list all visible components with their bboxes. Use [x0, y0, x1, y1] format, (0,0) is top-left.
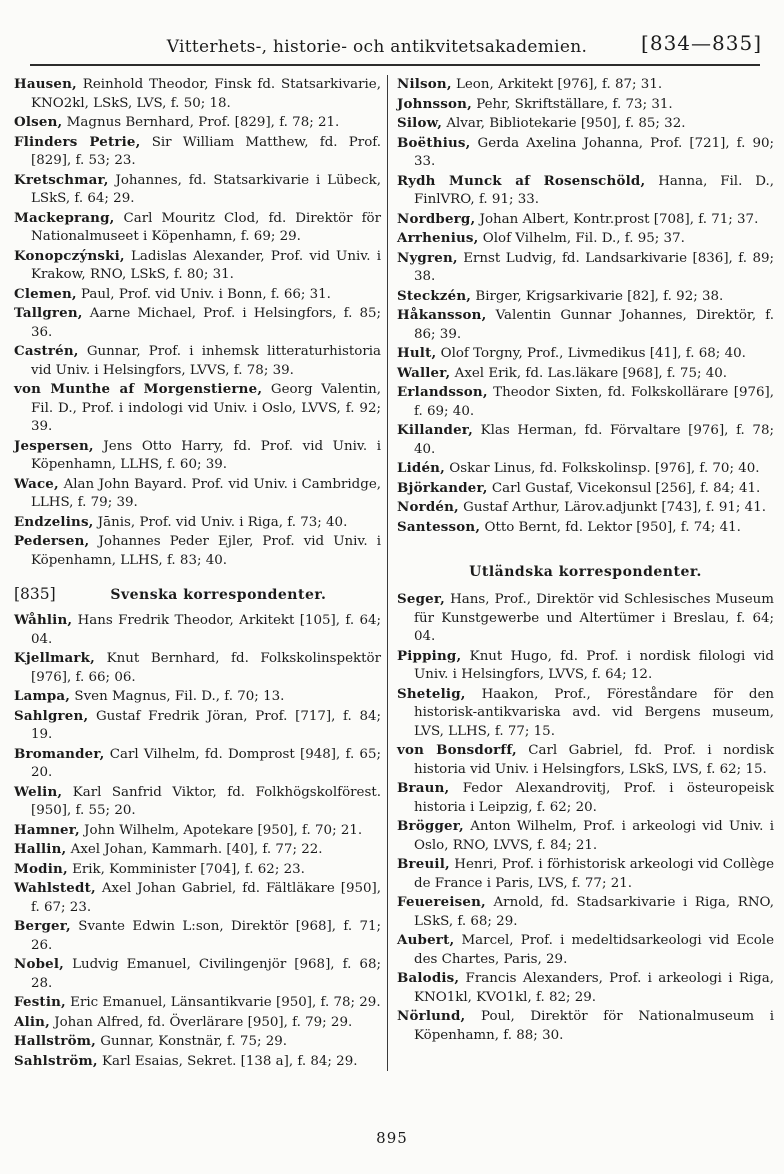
- directory-entry: [14, 993, 381, 1013]
- entry-details: Poul, Direktör för Nationalmuseum i Köpenhamn, f. 88; 30.: [414, 1009, 774, 1043]
- entry-details: Carl Gabriel, fd. Prof. i nordisk historia vid Univ. i Helsingfors, LSkS, LVS, f. 62; 15.: [414, 743, 774, 777]
- entry-details: Hans Fredrik Theodor, Arkitekt [105], f. 64; 04.: [31, 613, 381, 647]
- entry-surname: Rydh Munck af Rosenschöld,: [397, 172, 646, 189]
- entry-surname: Wåhlin,: [14, 612, 73, 628]
- directory-entry: [14, 649, 381, 687]
- entry-surname: Björkander,: [397, 479, 488, 496]
- directory-entry: [14, 75, 381, 113]
- entry-details: Ludvig Emanuel, Civilingenjör [968], f. 68; 28.: [31, 957, 381, 991]
- entry-details: Marcel, Prof. i medeltidsarkeologi vid Ecole des Chartes, Paris, 29.: [414, 933, 774, 967]
- entry-surname: Alin,: [14, 1013, 50, 1030]
- entry-details: Valentin Gunnar Johannes, Direktör, f. 86; 39.: [414, 308, 774, 342]
- running-title: Vitterhets-, historie- och antikvitetsakademien.: [166, 37, 588, 57]
- directory-entry: [14, 860, 381, 880]
- two-column-body: [14, 75, 774, 1071]
- right-column: [387, 75, 774, 1071]
- entry-surname: Waller,: [397, 364, 451, 381]
- directory-entry: [397, 364, 774, 384]
- entry-surname: Olsen,: [14, 114, 63, 130]
- entry-details: Johan Alfred, fd. Överlärare [950], f. 79; 29.: [49, 1014, 353, 1030]
- entry-surname: Arrhenius,: [397, 230, 479, 246]
- entry-surname: Santesson,: [397, 518, 481, 535]
- entry-surname: Silow,: [397, 115, 443, 131]
- entry-surname: Nilson,: [397, 76, 452, 92]
- entry-surname: Festin,: [14, 994, 66, 1010]
- entry-surname: Boëthius,: [397, 134, 471, 151]
- directory-entry: [14, 209, 381, 247]
- entry-surname: Hallström,: [14, 1033, 97, 1049]
- entry-details: Otto Bernt, fd. Lektor [950], f. 74; 41.: [480, 519, 741, 535]
- entry-surname: Lampa,: [14, 688, 71, 704]
- entry-surname: Aubert,: [397, 932, 455, 948]
- entry-details: Jānis, Prof. vid Univ. i Riga, f. 73; 40.: [93, 514, 348, 530]
- entry-surname: Nordén,: [397, 499, 459, 515]
- directory-entry: [397, 95, 774, 115]
- entry-details: Karl Esaias, Sekret. [138 a], f. 84; 29.: [97, 1053, 358, 1069]
- directory-entry: [397, 383, 774, 421]
- entry-details: Fedor Alexandrovitj, Prof. i östeuropeisk historia i Leipzig, f. 62; 20.: [414, 781, 774, 815]
- entry-surname: Feuereisen,: [397, 894, 486, 910]
- section-title: Utländska korrespondenter.: [469, 564, 702, 580]
- directory-entry: [14, 532, 381, 570]
- entry-details: Henri, Prof. i förhistorisk arkeologi vid Collège de France i Paris, LVS, f. 77; 21.: [414, 857, 774, 891]
- entry-details: Alvar, Bibliotekarie [950], f. 85; 32.: [442, 116, 686, 131]
- entry-details: Anton Wilhelm, Prof. i arkeologi vid Univ. i Oslo, RNO, LVVS, f. 84; 21.: [414, 819, 774, 853]
- directory-entry: [14, 821, 381, 841]
- entry-details: Gustaf Fredrik Jöran, Prof. [717], f. 84; 19.: [31, 708, 381, 742]
- entry-details: Svante Edwin L:son, Direktör [968], f. 71; 26.: [31, 919, 381, 953]
- section-title: Svenska korrespondenter.: [110, 587, 327, 603]
- entry-surname: Sahlgren,: [14, 707, 89, 724]
- directory-entry: [397, 287, 774, 307]
- header-rule: [30, 64, 760, 66]
- directory-entry: [397, 817, 774, 855]
- entry-surname: Johnsson,: [397, 95, 472, 112]
- directory-entry: [397, 172, 774, 210]
- entry-details: Ladislas Alexander, Prof. vid Univ. i Krakow, RNO, LSkS, f. 80; 31.: [31, 248, 381, 282]
- directory-entry: [14, 342, 381, 380]
- entry-details: Gerda Axelina Johanna, Prof. [721], f. 90; 33.: [414, 135, 774, 169]
- entry-surname: Brögger,: [397, 818, 464, 834]
- entry-details: Carl Mouritz Clod, fd. Direktör för Nationalmuseet i Köpenhamn, f. 69; 29.: [31, 210, 381, 244]
- page-number: 895: [376, 1129, 408, 1147]
- entry-details: Olof Torgny, Prof., Livmedikus [41], f. 68; 40.: [436, 346, 746, 361]
- entry-surname: Killander,: [397, 422, 473, 438]
- directory-entry: [14, 304, 381, 342]
- entry-details: Oskar Linus, fd. Folkskolinsp. [976], f. 70; 40.: [444, 461, 760, 476]
- directory-entry: [14, 171, 381, 209]
- entry-surname: Modin,: [14, 860, 68, 877]
- entry-details: Alan John Bayard. Prof. vid Univ. i Cambridge, LLHS, f. 79; 39.: [31, 476, 381, 510]
- entry-surname: Castrén,: [14, 343, 79, 359]
- directory-entry: [14, 1013, 381, 1033]
- directory-entry: [397, 479, 774, 499]
- entry-surname: Flinders Petrie,: [14, 133, 141, 150]
- entry-details: Klas Herman, fd. Förvaltare [976], f. 78; 40.: [414, 423, 774, 457]
- entry-details: Hans, Prof., Direktör vid Schlesisches Museum für Kunstgewerbe und Altertümer i Breslau, f. 64; 04.: [414, 592, 774, 644]
- directory-entry: [397, 590, 774, 647]
- entry-surname: von Munthe af Morgenstierne,: [14, 381, 263, 397]
- directory-entry: [14, 840, 381, 860]
- directory-entry: [397, 134, 774, 172]
- page-header: [0, 0, 784, 57]
- entry-details: Axel Erik, fd. Las.läkare [968], f. 75; 40.: [450, 365, 728, 381]
- directory-entry: [397, 685, 774, 742]
- entry-details: Reinhold Theodor, Finsk fd. Statsarkivarie, KNO2kl, LSkS, LVS, f. 50; 18.: [31, 77, 381, 111]
- entry-details: Karl Sanfrid Viktor, fd. Folkhögskolförest. [950], f. 55; 20.: [31, 784, 381, 818]
- entry-surname: Nörlund,: [397, 1008, 466, 1024]
- entry-details: Haakon, Prof., Föreståndare för den historisk-antikvariska avd. vid Bergens museum, LVS, LLHS, f. 77; 15.: [414, 686, 774, 739]
- directory-entry: [14, 133, 381, 171]
- entry-surname: Hamner,: [14, 821, 80, 838]
- entry-surname: Braun,: [397, 780, 450, 796]
- directory-entry: [14, 955, 381, 993]
- entry-details: Gustaf Arthur, Lärov.adjunkt [743], f. 91; 41.: [458, 500, 766, 515]
- entry-details: Carl Vilhelm, fd. Domprost [948], f. 65; 20.: [31, 746, 381, 780]
- entry-surname: Breuil,: [397, 856, 450, 872]
- directory-entry: [14, 285, 381, 305]
- directory-entry: [397, 249, 774, 287]
- entry-details: Johan Albert, Kontr.prost [708], f. 71; 37.: [475, 211, 759, 227]
- directory-entry: [14, 380, 381, 437]
- directory-entry: [397, 969, 774, 1007]
- entry-details: Leon, Arkitekt [976], f. 87; 31.: [451, 77, 663, 92]
- entry-details: Erik, Komminister [704], f. 62; 23.: [67, 861, 305, 877]
- directory-entry: [397, 210, 774, 230]
- entry-surname: Balodis,: [397, 970, 460, 986]
- entry-surname: von Bonsdorff,: [397, 742, 517, 758]
- entry-details: Axel Johan Gabriel, fd. Fältläkare [950], f. 67; 23.: [31, 881, 381, 915]
- entry-details: Jens Otto Harry, fd. Prof. vid Univ. i Köpenhamn, LLHS, f. 60; 39.: [31, 438, 381, 472]
- page-range-marker: [834—835]: [641, 31, 762, 55]
- section-number: [835]: [14, 585, 56, 603]
- directory-entry: [397, 741, 774, 779]
- entry-surname: Kretschmar,: [14, 171, 109, 188]
- directory-entry: [397, 229, 774, 249]
- entry-surname: Mackeprang,: [14, 209, 115, 226]
- directory-entry: [14, 1052, 381, 1072]
- directory-entry: [397, 421, 774, 459]
- entry-details: Pehr, Skriftställare, f. 73; 31.: [471, 96, 673, 112]
- directory-entry: [14, 437, 381, 475]
- entry-surname: Hult,: [397, 345, 437, 361]
- entry-surname: Erlandsson,: [397, 384, 488, 400]
- entry-details: Sven Magnus, Fil. D., f. 70; 13.: [70, 689, 285, 704]
- directory-entry: [14, 1032, 381, 1052]
- entry-details: Carl Gustaf, Vicekonsul [256], f. 84; 41.: [487, 480, 761, 496]
- entry-surname: Shetelig,: [397, 685, 466, 702]
- directory-entry: [14, 513, 381, 533]
- entry-surname: Nordberg,: [397, 210, 476, 227]
- directory-entry: [14, 707, 381, 745]
- directory-entry: [397, 306, 774, 344]
- directory-entry: [397, 779, 774, 817]
- entry-surname: Nygren,: [397, 249, 458, 266]
- directory-entry: [397, 855, 774, 893]
- entry-surname: Welin,: [14, 783, 63, 800]
- entry-details: Eric Emanuel, Länsantikvarie [950], f. 78; 29.: [65, 995, 381, 1010]
- directory-entry: [397, 75, 774, 95]
- directory-entry: [14, 113, 381, 133]
- entry-details: John Wilhelm, Apotekare [950], f. 70; 21.: [79, 822, 363, 838]
- directory-entry: [397, 518, 774, 538]
- directory-entry: [14, 247, 381, 285]
- entry-surname: Konopczýnski,: [14, 247, 125, 264]
- entry-surname: Håkansson,: [397, 307, 487, 323]
- directory-entry: [14, 687, 381, 707]
- directory-entry: [14, 745, 381, 783]
- entry-details: Theodor Sixten, fd. Folkskollärare [976], f. 69; 40.: [414, 385, 774, 419]
- directory-entry: [397, 1007, 774, 1045]
- entry-details: Knut Hugo, fd. Prof. i nordisk filologi vid Univ. i Helsingfors, LVVS, f. 64; 12.: [414, 648, 774, 682]
- entry-details: Olof Vilhelm, Fil. D., f. 95; 37.: [478, 231, 685, 246]
- entry-surname: Berger,: [14, 918, 71, 934]
- left-column: [14, 75, 387, 1071]
- entry-details: Sir William Matthew, fd. Prof. [829], f. 53; 23.: [31, 134, 381, 168]
- entry-details: Birger, Krigsarkivarie [82], f. 92; 38.: [471, 288, 724, 304]
- entry-details: Gunnar, Prof. i inhemsk litteraturhistoria vid Univ. i Helsingfors, LVVS, f. 78; 39.: [31, 344, 381, 378]
- directory-entry: [397, 344, 774, 364]
- entry-surname: Endzelins,: [14, 513, 94, 530]
- entry-details: Paul, Prof. vid Univ. i Bonn, f. 66; 31.: [76, 286, 331, 302]
- directory-entry: [14, 879, 381, 917]
- entry-surname: Steckzén,: [397, 287, 472, 304]
- entry-details: Johannes, fd. Statsarkivarie i Lübeck, LSkS, f. 64; 29.: [31, 172, 381, 206]
- entry-details: Gunnar, Konstnär, f. 75; 29.: [96, 1034, 288, 1049]
- entry-details: Ernst Ludvig, fd. Landsarkivarie [836], f. 89; 38.: [414, 250, 774, 284]
- entry-details: Aarne Michael, Prof. i Helsingfors, f. 85; 36.: [31, 306, 381, 340]
- entry-details: Hanna, Fil. D., FinlVRO, f. 91; 33.: [414, 173, 774, 207]
- directory-entry: [397, 498, 774, 518]
- entry-surname: Bromander,: [14, 745, 105, 762]
- entry-surname: Sahlström,: [14, 1052, 98, 1069]
- entry-details: Georg Valentin, Fil. D., Prof. i indologi vid Univ. i Oslo, LVVS, f. 92; 39.: [31, 382, 382, 434]
- entry-surname: Kjellmark,: [14, 650, 96, 666]
- entry-surname: Wace,: [14, 475, 59, 492]
- entry-details: Arnold, fd. Stadsarkivarie i Riga, RNO, LSkS, f. 68; 29.: [414, 895, 774, 929]
- entry-surname: Lidén,: [397, 460, 445, 476]
- directory-entry: [14, 783, 381, 821]
- directory-entry: [397, 647, 774, 685]
- entry-surname: Tallgren,: [14, 305, 83, 321]
- section-heading: [397, 564, 774, 580]
- entry-details: Magnus Bernhard, Prof. [829], f. 78; 21.: [62, 115, 340, 130]
- directory-entry: [397, 893, 774, 931]
- directory-entry: [14, 475, 381, 513]
- directory-entry: [397, 459, 774, 479]
- entry-surname: Nobel,: [14, 956, 65, 972]
- entry-details: Knut Bernhard, fd. Folkskolinspektör [976], f. 66; 06.: [31, 651, 381, 685]
- entry-details: Johannes Peder Ejler, Prof. vid Univ. i Köpenhamn, LLHS, f. 83; 40.: [31, 534, 381, 568]
- directory-entry: [397, 931, 774, 969]
- entry-surname: Wahlstedt,: [14, 880, 96, 896]
- entry-surname: Seger,: [397, 591, 446, 607]
- entry-surname: Hallin,: [14, 841, 67, 857]
- directory-entry: [14, 917, 381, 955]
- entry-surname: Jespersen,: [14, 437, 94, 454]
- entry-surname: Clemen,: [14, 285, 77, 302]
- entry-details: Axel Johan, Kammarh. [40], f. 77; 22.: [66, 842, 323, 857]
- directory-entry: [397, 114, 774, 134]
- entry-surname: Hausen,: [14, 76, 77, 92]
- entry-details: Francis Alexanders, Prof. i arkeologi i Riga, KNO1kl, KVO1kl, f. 82; 29.: [414, 971, 774, 1005]
- entry-surname: Pipping,: [397, 647, 462, 664]
- section-heading: [14, 585, 381, 603]
- entry-surname: Pedersen,: [14, 533, 90, 549]
- directory-entry: [14, 611, 381, 649]
